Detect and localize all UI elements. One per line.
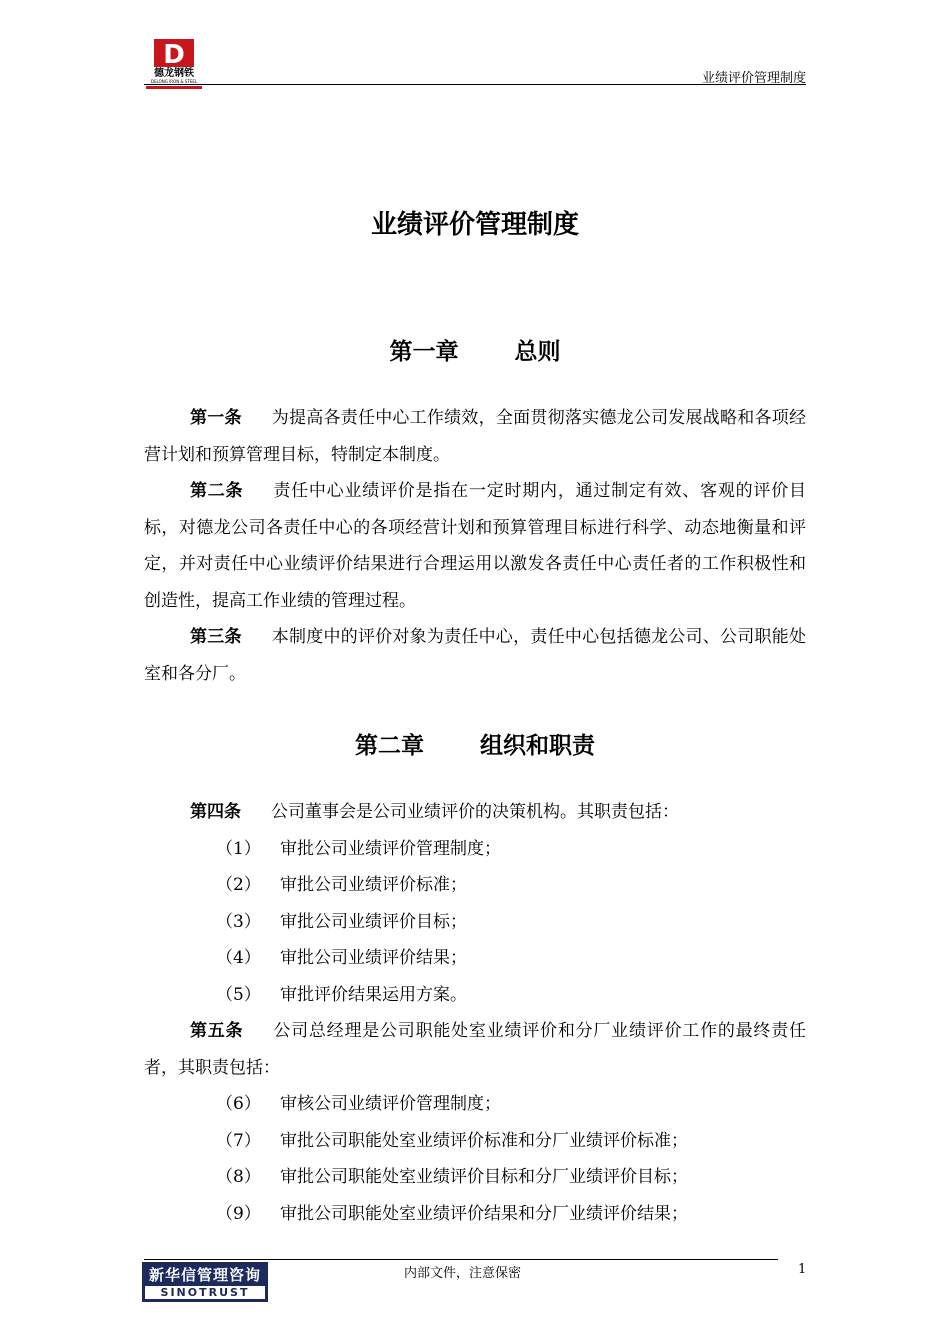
delong-logo-icon (144, 36, 204, 90)
chapter-1-heading (0, 333, 950, 366)
article-4 (144, 794, 806, 831)
list-item (144, 940, 806, 977)
article-3-label: 第三条 (190, 627, 242, 647)
article-3 (144, 619, 806, 692)
list-item-number: （1） (216, 838, 261, 859)
page-number: 1 (798, 1262, 807, 1277)
chapter-2-heading (0, 727, 950, 760)
list-item-number: （7） (216, 1130, 261, 1151)
chapter-1-label: 第一章 (389, 339, 459, 365)
article-5-text: 公司总经理是公司职能处室业绩评价和分厂业绩评价工作的最终责任者，其职责包括： (144, 1021, 806, 1078)
list-item-number: （6） (216, 1094, 261, 1114)
footer-logo-en: SINOTRUST (160, 1286, 250, 1299)
list-item-number: （5） (216, 984, 261, 1005)
list-item (144, 867, 806, 904)
delong-logo (144, 36, 204, 90)
list-item (144, 1123, 806, 1160)
list-item (144, 1196, 806, 1233)
list-item-text: 审批公司业绩评价目标； (280, 911, 467, 932)
list-item (144, 1159, 806, 1196)
chapter-2-name: 组织和职责 (480, 733, 595, 759)
chapter-1-body (144, 400, 806, 692)
list-item (144, 904, 806, 941)
list-item-number: （3） (216, 911, 261, 932)
article-4-text: 公司董事会是公司业绩评价的决策机构。其职责包括： (271, 802, 679, 822)
list-item (144, 977, 806, 1014)
list-item-number: （8） (216, 1167, 261, 1187)
logo-mark: D (163, 40, 185, 70)
article-5-label: 第五条 (190, 1021, 244, 1041)
list-item (144, 1086, 806, 1123)
list-item-text: 审核公司业绩评价管理制度； (280, 1094, 501, 1114)
article-2 (144, 473, 806, 619)
article-4-label: 第四条 (190, 802, 241, 822)
header-title: 业绩评价管理制度 (701, 71, 806, 86)
article-5 (144, 1013, 806, 1086)
list-item-text: 审批公司业绩评价标准； (280, 875, 467, 895)
chapter-2-body (144, 794, 806, 1232)
logo-text-cn: 德龙钢铁 (154, 68, 194, 79)
list-item-text: 审批公司职能处室业绩评价标准和分厂业绩评价标准； (280, 1130, 688, 1151)
article-1-text: 为提高各责任中心工作绩效，全面贯彻落实德龙公司发展战略和各项经营计划和预算管理目标，特制定本制度。 (144, 408, 807, 465)
article-3-text: 本制度中的评价对象为责任中心，责任中心包括德龙公司、公司职能处室和各分厂。 (144, 627, 807, 684)
list-item-text: 审批公司职能处室业绩评价目标和分厂业绩评价目标； (280, 1167, 688, 1187)
logo-text-en: DELONG IRON & STEEL (150, 79, 198, 84)
list-item-number: （9） (216, 1203, 261, 1224)
article-2-text: 责任中心业绩评价是指在一定时期内，通过制定有效、客观的评价目标，对德龙公司各责任中心的各项经营计划和预算管理目标进行科学、动态地衡量和评定，并对责任中心业绩评价结果进行合理运用以激发各责任中心责任者的工作积极性和创造性，提高工作业绩的管理过程。 (144, 481, 806, 611)
list-item-number: （2） (216, 875, 261, 895)
article-1 (144, 400, 806, 473)
article-1-label: 第一条 (190, 408, 242, 428)
list-item-text: 审批公司职能处室业绩评价结果和分厂业绩评价结果； (280, 1203, 688, 1224)
list-item (144, 831, 806, 868)
footer-confidential-note: 内部文件，注意保密 (403, 1266, 521, 1281)
list-item-number: （4） (216, 948, 261, 968)
list-item-text: 审批公司业绩评价结果； (280, 948, 467, 968)
footer-logo-cn: 新华信管理咨询 (148, 1266, 261, 1284)
chapter-2-label: 第二章 (355, 733, 424, 759)
header-divider (144, 84, 806, 85)
chapter-1-name: 总则 (514, 339, 561, 365)
document-title: 业绩评价管理制度 (370, 210, 579, 240)
article-2-label: 第二条 (190, 481, 244, 501)
list-item-text: 审批公司业绩评价管理制度； (280, 838, 501, 859)
footer-divider (144, 1259, 778, 1260)
list-item-text: 审批评价结果运用方案。 (280, 984, 467, 1005)
